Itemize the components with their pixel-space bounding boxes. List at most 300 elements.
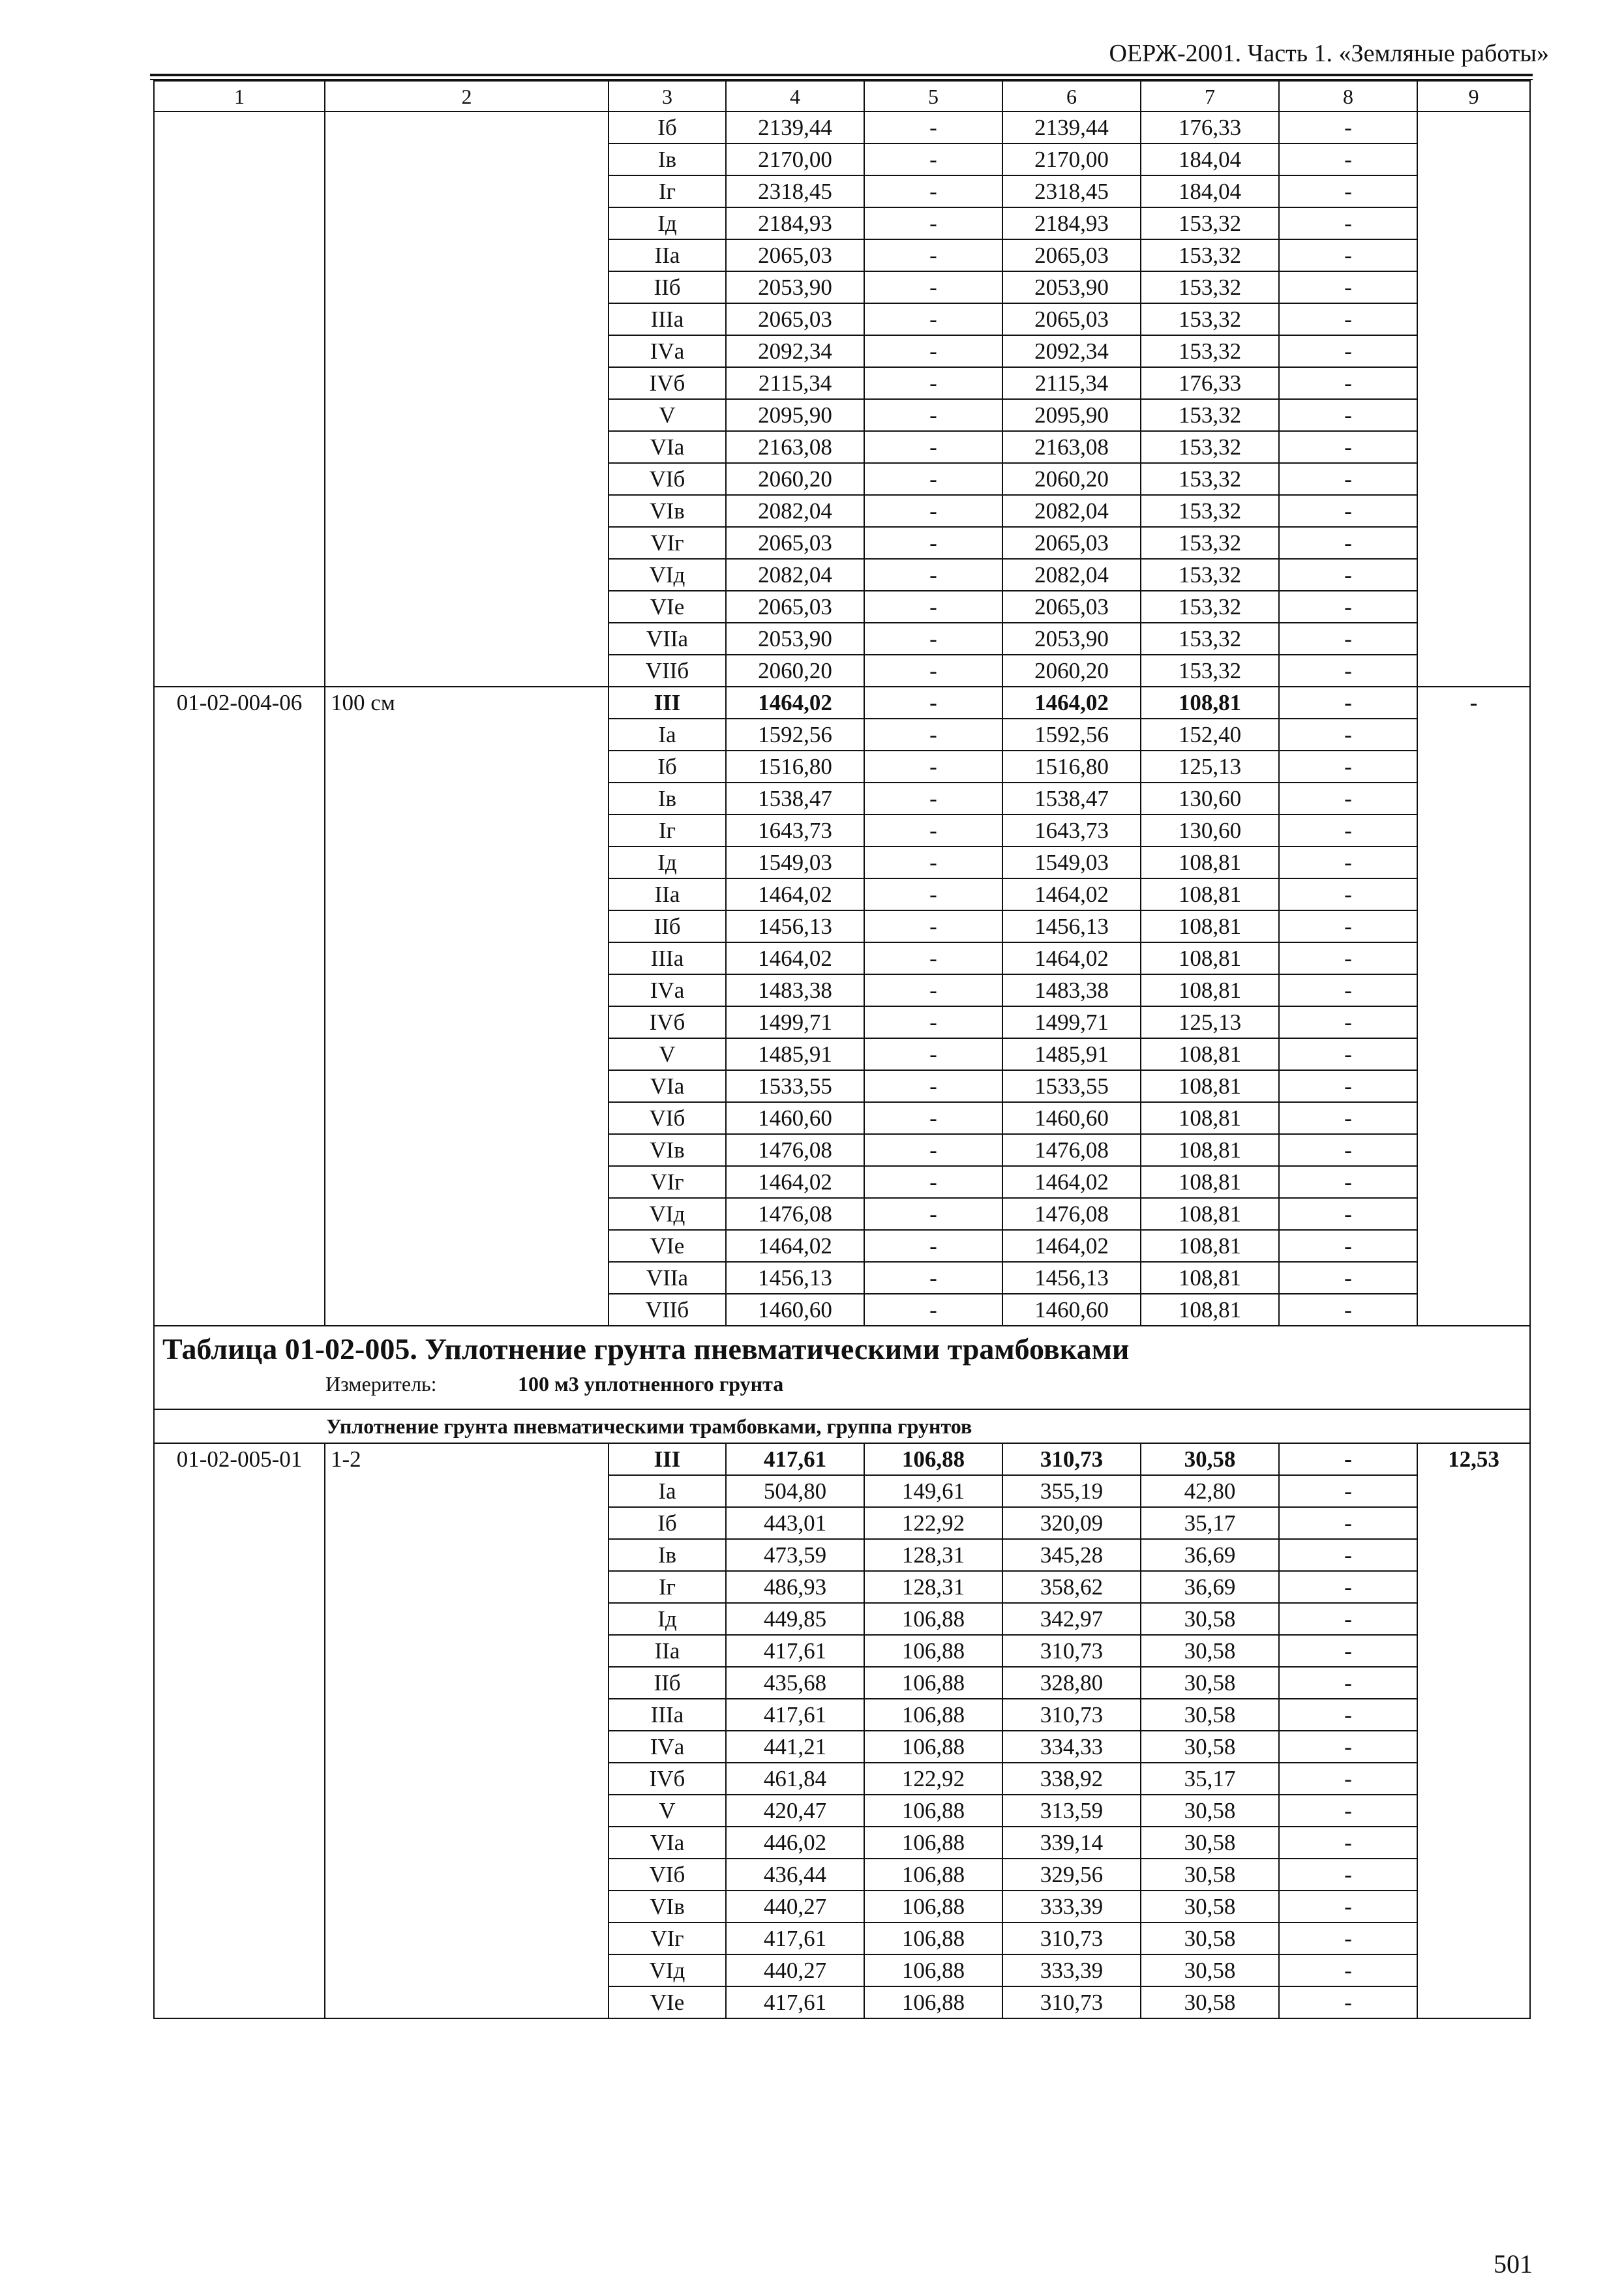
- materials-cost-cell: -: [1279, 1571, 1417, 1603]
- materials-cost-cell: -: [1279, 1699, 1417, 1731]
- soil-group-cell: Iг: [609, 1571, 726, 1603]
- machinist-wage-cell: 108,81: [1141, 1070, 1279, 1102]
- wage-cost-cell: -: [864, 846, 1002, 878]
- machine-cost-cell: 1456,13: [1002, 910, 1141, 942]
- soil-group-cell: VIб: [609, 463, 726, 495]
- machinist-wage-cell: 35,17: [1141, 1507, 1279, 1539]
- table-row: [154, 112, 1530, 143]
- soil-group-cell: III: [609, 1443, 726, 1475]
- wage-cost-cell: -: [864, 1102, 1002, 1134]
- column-number-cell: 4: [726, 81, 864, 112]
- machinist-wage-cell: 184,04: [1141, 143, 1279, 175]
- soil-group-cell: IVб: [609, 1006, 726, 1038]
- header-rule-thick: [150, 74, 1533, 76]
- machinist-wage-cell: 108,81: [1141, 687, 1279, 719]
- total-cost-cell: 440,27: [726, 1891, 864, 1922]
- machinist-wage-cell: 108,81: [1141, 1262, 1279, 1294]
- total-cost-cell: 2139,44: [726, 112, 864, 143]
- total-cost-cell: 417,61: [726, 1443, 864, 1475]
- machinist-wage-cell: 130,60: [1141, 815, 1279, 846]
- total-cost-cell: 461,84: [726, 1763, 864, 1795]
- wage-cost-cell: 122,92: [864, 1763, 1002, 1795]
- total-cost-cell: 504,80: [726, 1475, 864, 1507]
- measure-label: Измеритель:: [325, 1372, 437, 1396]
- total-cost-cell: 2092,34: [726, 335, 864, 367]
- soil-group-cell: V: [609, 1795, 726, 1827]
- materials-cost-cell: -: [1279, 1166, 1417, 1198]
- materials-cost-cell: -: [1279, 335, 1417, 367]
- total-cost-cell: 1456,13: [726, 910, 864, 942]
- materials-cost-cell: -: [1279, 303, 1417, 335]
- machinist-wage-cell: 153,32: [1141, 303, 1279, 335]
- machinist-wage-cell: 108,81: [1141, 846, 1279, 878]
- rate-code-cell: 01-02-005-01: [154, 1443, 325, 2018]
- measure-value: 100 м3 уплотненного грунта: [518, 1372, 784, 1396]
- table-row: [154, 687, 1530, 719]
- machine-cost-cell: 2053,90: [1002, 271, 1141, 303]
- wage-cost-cell: -: [864, 1262, 1002, 1294]
- page-header-title: ОЕРЖ-2001. Часть 1. «Земляные работы»: [1109, 40, 1549, 67]
- machine-cost-cell: 2060,20: [1002, 655, 1141, 687]
- soil-group-cell: IVб: [609, 367, 726, 399]
- machine-cost-cell: 2082,04: [1002, 559, 1141, 591]
- total-cost-cell: 1533,55: [726, 1070, 864, 1102]
- wage-cost-cell: 122,92: [864, 1507, 1002, 1539]
- soil-group-cell: VIIб: [609, 655, 726, 687]
- materials-cost-cell: -: [1279, 1507, 1417, 1539]
- machinist-wage-cell: 153,32: [1141, 431, 1279, 463]
- soil-group-cell: IIIа: [609, 303, 726, 335]
- machinist-wage-cell: 108,81: [1141, 942, 1279, 974]
- page-number: 501: [1494, 2249, 1533, 2279]
- total-cost-cell: 417,61: [726, 1699, 864, 1731]
- machine-cost-cell: 2082,04: [1002, 495, 1141, 527]
- materials-cost-cell: -: [1279, 1070, 1417, 1102]
- wage-cost-cell: -: [864, 559, 1002, 591]
- soil-group-cell: IIа: [609, 878, 726, 910]
- materials-cost-cell: -: [1279, 1539, 1417, 1571]
- machinist-wage-cell: 30,58: [1141, 1667, 1279, 1699]
- soil-group-cell: VIа: [609, 431, 726, 463]
- wage-cost-cell: 106,88: [864, 1443, 1002, 1475]
- materials-cost-cell: -: [1279, 1635, 1417, 1667]
- total-cost-cell: 2065,03: [726, 303, 864, 335]
- machinist-wage-cell: 125,13: [1141, 751, 1279, 783]
- machinist-wage-cell: 30,58: [1141, 1699, 1279, 1731]
- wage-cost-cell: -: [864, 271, 1002, 303]
- machinist-wage-cell: 108,81: [1141, 878, 1279, 910]
- wage-cost-cell: -: [864, 175, 1002, 207]
- machine-cost-cell: 310,73: [1002, 1922, 1141, 1954]
- wage-cost-cell: -: [864, 751, 1002, 783]
- soil-group-cell: Iб: [609, 112, 726, 143]
- machine-cost-cell: 2065,03: [1002, 591, 1141, 623]
- total-cost-cell: 2115,34: [726, 367, 864, 399]
- machinist-wage-cell: 153,32: [1141, 559, 1279, 591]
- machinist-wage-cell: 30,58: [1141, 1954, 1279, 1986]
- soil-group-cell: VIг: [609, 1166, 726, 1198]
- wage-cost-cell: -: [864, 1006, 1002, 1038]
- total-cost-cell: 417,61: [726, 1635, 864, 1667]
- rate-description-cell: 100 см: [325, 687, 609, 1326]
- wage-cost-cell: 149,61: [864, 1475, 1002, 1507]
- machine-cost-cell: 310,73: [1002, 1443, 1141, 1475]
- materials-cost-cell: -: [1279, 846, 1417, 878]
- machinist-wage-cell: 108,81: [1141, 1198, 1279, 1230]
- machine-cost-cell: 310,73: [1002, 1635, 1141, 1667]
- soil-group-cell: VIа: [609, 1827, 726, 1859]
- machinist-wage-cell: 153,32: [1141, 335, 1279, 367]
- wage-cost-cell: 106,88: [864, 1827, 1002, 1859]
- soil-group-cell: VIд: [609, 559, 726, 591]
- materials-cost-cell: -: [1279, 1198, 1417, 1230]
- machine-cost-cell: 358,62: [1002, 1571, 1141, 1603]
- machinist-wage-cell: 30,58: [1141, 1443, 1279, 1475]
- column-number-cell: 6: [1002, 81, 1141, 112]
- machinist-wage-cell: 30,58: [1141, 1795, 1279, 1827]
- total-cost-cell: 449,85: [726, 1603, 864, 1635]
- wage-cost-cell: -: [864, 591, 1002, 623]
- machine-cost-cell: 2184,93: [1002, 207, 1141, 239]
- wage-cost-cell: -: [864, 1134, 1002, 1166]
- machine-cost-cell: 329,56: [1002, 1859, 1141, 1891]
- soil-group-cell: VIд: [609, 1198, 726, 1230]
- soil-group-cell: Iг: [609, 815, 726, 846]
- column-number-cell: 7: [1141, 81, 1279, 112]
- machine-cost-cell: 1460,60: [1002, 1102, 1141, 1134]
- soil-group-cell: III: [609, 687, 726, 719]
- machine-cost-cell: 2092,34: [1002, 335, 1141, 367]
- machinist-wage-cell: 184,04: [1141, 175, 1279, 207]
- machine-cost-cell: 355,19: [1002, 1475, 1141, 1507]
- soil-group-cell: VIд: [609, 1954, 726, 1986]
- table-title: Таблица 01-02-005. Уплотнение грунта пневматическими трамбовками: [162, 1332, 1130, 1366]
- total-cost-cell: 1499,71: [726, 1006, 864, 1038]
- total-cost-cell: 1460,60: [726, 1102, 864, 1134]
- wage-cost-cell: -: [864, 623, 1002, 655]
- wage-cost-cell: -: [864, 1070, 1002, 1102]
- machinist-wage-cell: 30,58: [1141, 1603, 1279, 1635]
- column-number-row: [154, 81, 1530, 112]
- machine-cost-cell: 1456,13: [1002, 1262, 1141, 1294]
- wage-cost-cell: -: [864, 1230, 1002, 1262]
- soil-group-cell: IVа: [609, 974, 726, 1006]
- materials-cost-cell: -: [1279, 399, 1417, 431]
- total-cost-cell: 2163,08: [726, 431, 864, 463]
- rates-table: [153, 80, 1531, 2019]
- soil-group-cell: IIб: [609, 910, 726, 942]
- wage-cost-cell: -: [864, 399, 1002, 431]
- materials-cost-cell: -: [1279, 431, 1417, 463]
- wage-cost-cell: 106,88: [864, 1922, 1002, 1954]
- machinist-wage-cell: 30,58: [1141, 1891, 1279, 1922]
- column-number-cell: 1: [154, 81, 325, 112]
- materials-cost-cell: -: [1279, 239, 1417, 271]
- materials-cost-cell: -: [1279, 1475, 1417, 1507]
- machinist-wage-cell: 30,58: [1141, 1731, 1279, 1763]
- total-cost-cell: 1643,73: [726, 815, 864, 846]
- total-cost-cell: 1516,80: [726, 751, 864, 783]
- wage-cost-cell: -: [864, 910, 1002, 942]
- total-cost-cell: 441,21: [726, 1731, 864, 1763]
- wage-cost-cell: -: [864, 335, 1002, 367]
- machinist-wage-cell: 153,32: [1141, 239, 1279, 271]
- materials-cost-cell: -: [1279, 1603, 1417, 1635]
- wage-cost-cell: 106,88: [864, 1986, 1002, 2018]
- total-cost-cell: 2065,03: [726, 239, 864, 271]
- materials-cost-cell: -: [1279, 271, 1417, 303]
- machine-cost-cell: 338,92: [1002, 1763, 1141, 1795]
- soil-group-cell: Iв: [609, 1539, 726, 1571]
- machine-cost-cell: 1464,02: [1002, 942, 1141, 974]
- machine-cost-cell: 1464,02: [1002, 1166, 1141, 1198]
- wage-cost-cell: -: [864, 112, 1002, 143]
- materials-cost-cell: -: [1279, 878, 1417, 910]
- machine-cost-cell: 1483,38: [1002, 974, 1141, 1006]
- wage-cost-cell: -: [864, 495, 1002, 527]
- soil-group-cell: VIг: [609, 1922, 726, 1954]
- machine-cost-cell: 2065,03: [1002, 303, 1141, 335]
- machine-cost-cell: 320,09: [1002, 1507, 1141, 1539]
- wage-cost-cell: -: [864, 974, 1002, 1006]
- total-cost-cell: 417,61: [726, 1986, 864, 2018]
- machinist-wage-cell: 30,58: [1141, 1859, 1279, 1891]
- wage-cost-cell: -: [864, 655, 1002, 687]
- machine-cost-cell: 328,80: [1002, 1667, 1141, 1699]
- total-cost-cell: 443,01: [726, 1507, 864, 1539]
- soil-group-cell: VIе: [609, 1230, 726, 1262]
- rate-code-cell: 01-02-004-06: [154, 687, 325, 1326]
- machinist-wage-cell: 176,33: [1141, 112, 1279, 143]
- labor-cost-cell: [1417, 112, 1530, 687]
- materials-cost-cell: -: [1279, 751, 1417, 783]
- wage-cost-cell: -: [864, 1038, 1002, 1070]
- soil-group-cell: IIа: [609, 1635, 726, 1667]
- soil-group-cell: IVа: [609, 1731, 726, 1763]
- soil-group-cell: VIе: [609, 1986, 726, 2018]
- soil-group-cell: Iа: [609, 1475, 726, 1507]
- total-cost-cell: 1464,02: [726, 878, 864, 910]
- soil-group-cell: VIIб: [609, 1294, 726, 1326]
- materials-cost-cell: -: [1279, 910, 1417, 942]
- soil-group-cell: IIб: [609, 271, 726, 303]
- total-cost-cell: 446,02: [726, 1827, 864, 1859]
- machinist-wage-cell: 153,32: [1141, 591, 1279, 623]
- wage-cost-cell: -: [864, 1166, 1002, 1198]
- machinist-wage-cell: 30,58: [1141, 1986, 1279, 2018]
- materials-cost-cell: -: [1279, 655, 1417, 687]
- wage-cost-cell: -: [864, 367, 1002, 399]
- total-cost-cell: 2082,04: [726, 495, 864, 527]
- materials-cost-cell: -: [1279, 974, 1417, 1006]
- machine-cost-cell: 1464,02: [1002, 687, 1141, 719]
- machine-cost-cell: 1499,71: [1002, 1006, 1141, 1038]
- total-cost-cell: 1464,02: [726, 687, 864, 719]
- total-cost-cell: 1485,91: [726, 1038, 864, 1070]
- materials-cost-cell: -: [1279, 1891, 1417, 1922]
- wage-cost-cell: 128,31: [864, 1539, 1002, 1571]
- soil-group-cell: IIIа: [609, 942, 726, 974]
- machine-cost-cell: 310,73: [1002, 1986, 1141, 2018]
- wage-cost-cell: -: [864, 719, 1002, 751]
- machine-cost-cell: 1485,91: [1002, 1038, 1141, 1070]
- soil-group-cell: Iд: [609, 846, 726, 878]
- table-subtitle-row: [154, 1409, 1530, 1443]
- wage-cost-cell: -: [864, 1198, 1002, 1230]
- wage-cost-cell: 106,88: [864, 1635, 1002, 1667]
- machinist-wage-cell: 153,32: [1141, 463, 1279, 495]
- total-cost-cell: 2060,20: [726, 655, 864, 687]
- materials-cost-cell: -: [1279, 1443, 1417, 1475]
- machinist-wage-cell: 108,81: [1141, 1134, 1279, 1166]
- soil-group-cell: Iд: [609, 207, 726, 239]
- table-title-row: [154, 1326, 1530, 1409]
- machinist-wage-cell: 108,81: [1141, 974, 1279, 1006]
- wage-cost-cell: 106,88: [864, 1699, 1002, 1731]
- soil-group-cell: Iг: [609, 175, 726, 207]
- total-cost-cell: 1460,60: [726, 1294, 864, 1326]
- machinist-wage-cell: 108,81: [1141, 1038, 1279, 1070]
- total-cost-cell: 1464,02: [726, 1166, 864, 1198]
- machine-cost-cell: 2065,03: [1002, 527, 1141, 559]
- materials-cost-cell: -: [1279, 143, 1417, 175]
- materials-cost-cell: -: [1279, 942, 1417, 974]
- materials-cost-cell: -: [1279, 1102, 1417, 1134]
- machine-cost-cell: 339,14: [1002, 1827, 1141, 1859]
- machine-cost-cell: 1476,08: [1002, 1134, 1141, 1166]
- materials-cost-cell: -: [1279, 1827, 1417, 1859]
- machine-cost-cell: 345,28: [1002, 1539, 1141, 1571]
- column-number-cell: 2: [325, 81, 609, 112]
- table-row: [154, 1443, 1530, 1475]
- total-cost-cell: 2170,00: [726, 143, 864, 175]
- machine-cost-cell: 2095,90: [1002, 399, 1141, 431]
- machinist-wage-cell: 153,32: [1141, 495, 1279, 527]
- wage-cost-cell: -: [864, 239, 1002, 271]
- materials-cost-cell: -: [1279, 463, 1417, 495]
- machinist-wage-cell: 36,69: [1141, 1571, 1279, 1603]
- total-cost-cell: 2082,04: [726, 559, 864, 591]
- total-cost-cell: 2065,03: [726, 527, 864, 559]
- soil-group-cell: VIв: [609, 1891, 726, 1922]
- rate-description-cell: 1-2: [325, 1443, 609, 2018]
- machinist-wage-cell: 176,33: [1141, 367, 1279, 399]
- machine-cost-cell: 2318,45: [1002, 175, 1141, 207]
- materials-cost-cell: -: [1279, 112, 1417, 143]
- soil-group-cell: VIб: [609, 1102, 726, 1134]
- soil-group-cell: Iб: [609, 751, 726, 783]
- materials-cost-cell: -: [1279, 1954, 1417, 1986]
- machine-cost-cell: 333,39: [1002, 1891, 1141, 1922]
- total-cost-cell: 440,27: [726, 1954, 864, 1986]
- machinist-wage-cell: 108,81: [1141, 1166, 1279, 1198]
- total-cost-cell: 2053,90: [726, 623, 864, 655]
- rate-description-cell: [325, 112, 609, 687]
- column-number-cell: 3: [609, 81, 726, 112]
- total-cost-cell: 2318,45: [726, 175, 864, 207]
- machine-cost-cell: 313,59: [1002, 1795, 1141, 1827]
- soil-group-cell: VIв: [609, 1134, 726, 1166]
- machine-cost-cell: 1549,03: [1002, 846, 1141, 878]
- wage-cost-cell: -: [864, 463, 1002, 495]
- total-cost-cell: 1483,38: [726, 974, 864, 1006]
- total-cost-cell: 435,68: [726, 1667, 864, 1699]
- wage-cost-cell: -: [864, 527, 1002, 559]
- materials-cost-cell: -: [1279, 1763, 1417, 1795]
- table-title-cell: [154, 1326, 1530, 1409]
- machinist-wage-cell: 35,17: [1141, 1763, 1279, 1795]
- measure-row: [162, 1371, 1529, 1397]
- machinist-wage-cell: 130,60: [1141, 783, 1279, 815]
- wage-cost-cell: 128,31: [864, 1571, 1002, 1603]
- machine-cost-cell: 2163,08: [1002, 431, 1141, 463]
- machinist-wage-cell: 30,58: [1141, 1922, 1279, 1954]
- machine-cost-cell: 1592,56: [1002, 719, 1141, 751]
- total-cost-cell: 1456,13: [726, 1262, 864, 1294]
- materials-cost-cell: -: [1279, 1294, 1417, 1326]
- machine-cost-cell: 2170,00: [1002, 143, 1141, 175]
- materials-cost-cell: -: [1279, 527, 1417, 559]
- machinist-wage-cell: 30,58: [1141, 1827, 1279, 1859]
- soil-group-cell: VIг: [609, 527, 726, 559]
- soil-group-cell: IIб: [609, 1667, 726, 1699]
- column-number-cell: 9: [1417, 81, 1530, 112]
- soil-group-cell: VIб: [609, 1859, 726, 1891]
- total-cost-cell: 2065,03: [726, 591, 864, 623]
- machinist-wage-cell: 125,13: [1141, 1006, 1279, 1038]
- materials-cost-cell: -: [1279, 559, 1417, 591]
- total-cost-cell: 486,93: [726, 1571, 864, 1603]
- materials-cost-cell: -: [1279, 1795, 1417, 1827]
- machinist-wage-cell: 108,81: [1141, 910, 1279, 942]
- wage-cost-cell: 106,88: [864, 1954, 1002, 1986]
- labor-cost-cell: 12,53: [1417, 1443, 1530, 2018]
- machinist-wage-cell: 153,32: [1141, 271, 1279, 303]
- machine-cost-cell: 2065,03: [1002, 239, 1141, 271]
- materials-cost-cell: -: [1279, 1006, 1417, 1038]
- wage-cost-cell: -: [864, 143, 1002, 175]
- wage-cost-cell: -: [864, 687, 1002, 719]
- materials-cost-cell: -: [1279, 687, 1417, 719]
- soil-group-cell: Iв: [609, 783, 726, 815]
- soil-group-cell: VIа: [609, 1070, 726, 1102]
- soil-group-cell: IIIа: [609, 1699, 726, 1731]
- soil-group-cell: VIIа: [609, 1262, 726, 1294]
- materials-cost-cell: -: [1279, 1986, 1417, 2018]
- soil-group-cell: Iв: [609, 143, 726, 175]
- machine-cost-cell: 2053,90: [1002, 623, 1141, 655]
- total-cost-cell: 420,47: [726, 1795, 864, 1827]
- machine-cost-cell: 1516,80: [1002, 751, 1141, 783]
- machine-cost-cell: 2139,44: [1002, 112, 1141, 143]
- machinist-wage-cell: 153,32: [1141, 655, 1279, 687]
- machine-cost-cell: 1643,73: [1002, 815, 1141, 846]
- wage-cost-cell: 106,88: [864, 1859, 1002, 1891]
- soil-group-cell: IIа: [609, 239, 726, 271]
- materials-cost-cell: -: [1279, 1922, 1417, 1954]
- materials-cost-cell: -: [1279, 815, 1417, 846]
- total-cost-cell: 2053,90: [726, 271, 864, 303]
- materials-cost-cell: -: [1279, 719, 1417, 751]
- total-cost-cell: 1549,03: [726, 846, 864, 878]
- soil-group-cell: Iб: [609, 1507, 726, 1539]
- machine-cost-cell: 2115,34: [1002, 367, 1141, 399]
- total-cost-cell: 417,61: [726, 1922, 864, 1954]
- machinist-wage-cell: 153,32: [1141, 207, 1279, 239]
- materials-cost-cell: -: [1279, 591, 1417, 623]
- labor-cost-cell: -: [1417, 687, 1530, 1326]
- materials-cost-cell: -: [1279, 1731, 1417, 1763]
